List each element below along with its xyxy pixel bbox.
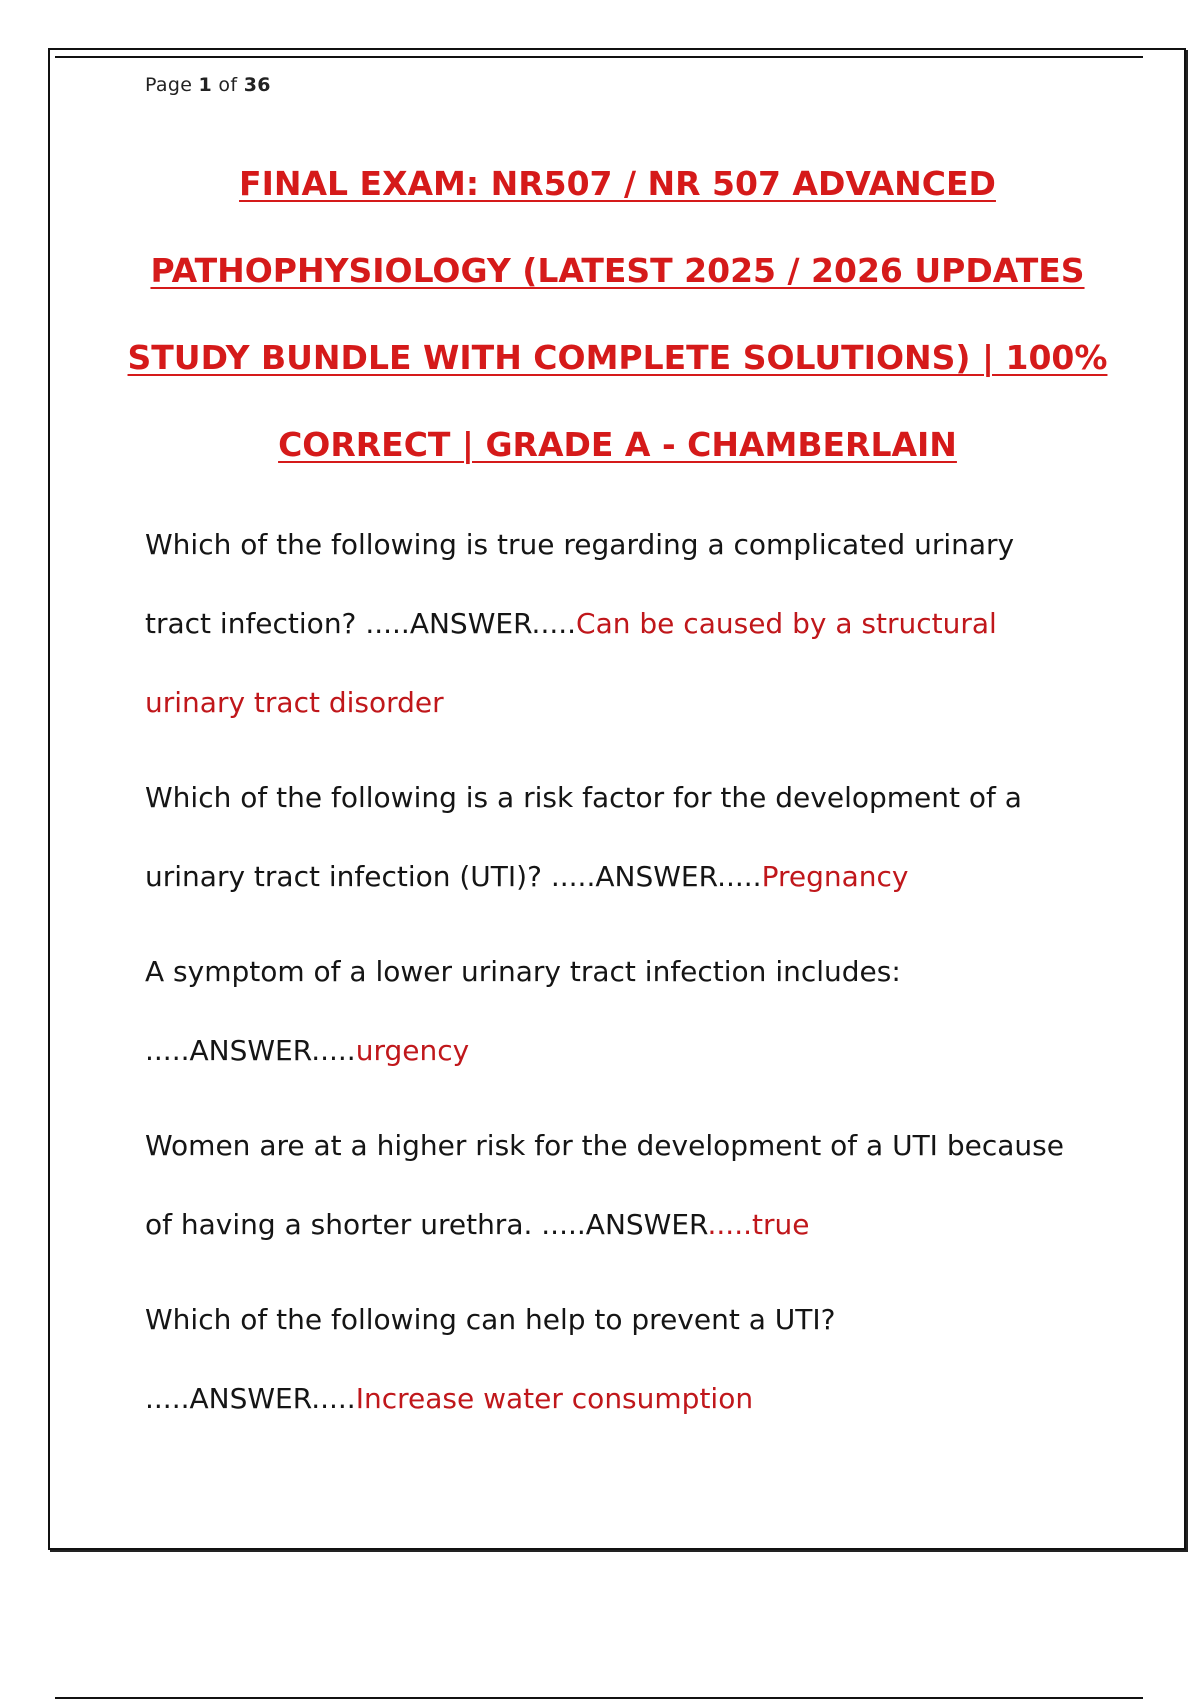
- title-line: STUDY BUNDLE WITH COMPLETE SOLUTIONS) | 100%: [127, 338, 1108, 377]
- answer-text: Pregnancy: [761, 860, 909, 893]
- question-text: A symptom of a lower urinary tract infection includes:: [145, 955, 901, 988]
- page-total: 36: [243, 74, 271, 96]
- answer-marker: .....ANSWER.....: [550, 860, 762, 893]
- top-rule: [55, 56, 1143, 58]
- title-line: CORRECT | GRADE A - CHAMBERLAIN: [278, 425, 957, 464]
- document-title: [120, 140, 1115, 488]
- qa-item: [145, 1106, 1075, 1264]
- page-label: Page: [145, 74, 193, 96]
- page-number: [145, 74, 271, 96]
- answer-text: Can be caused by a structural urinary tract disorder: [145, 607, 997, 719]
- question-text: Which of the following is a risk factor for the development of a urinary tract infection (UTI)?: [145, 781, 1022, 893]
- question-text: Which of the following is true regarding a complicated urinary tract infection?: [145, 528, 1015, 640]
- title-line: FINAL EXAM: NR507 / NR 507 ADVANCED: [239, 164, 996, 203]
- qa-list: [145, 505, 1075, 1454]
- answer-marker: .....ANSWER.....: [365, 607, 577, 640]
- answer-marker: .....ANSWER.....: [145, 1382, 356, 1415]
- page-current: 1: [198, 74, 213, 96]
- qa-item: [145, 932, 1075, 1090]
- question-text: Women are at a higher risk for the development of a UTI because of having a shorter urethra.: [145, 1129, 1064, 1241]
- answer-marker: .....ANSWER.....: [145, 1034, 356, 1067]
- qa-item: [145, 505, 1075, 742]
- answer-text: Increase water consumption: [355, 1382, 754, 1415]
- answer-marker: .....ANSWER: [541, 1208, 708, 1241]
- answer-text: urgency: [355, 1034, 470, 1067]
- title-line: PATHOPHYSIOLOGY (LATEST 2025 / 2026 UPDATES: [150, 251, 1085, 290]
- question-text: Which of the following can help to prevent a UTI?: [145, 1303, 836, 1336]
- qa-item: [145, 1280, 1075, 1438]
- page-of: of: [218, 74, 238, 96]
- bottom-rule: [55, 1697, 1143, 1699]
- qa-item: [145, 758, 1075, 916]
- answer-text: .....true: [707, 1208, 810, 1241]
